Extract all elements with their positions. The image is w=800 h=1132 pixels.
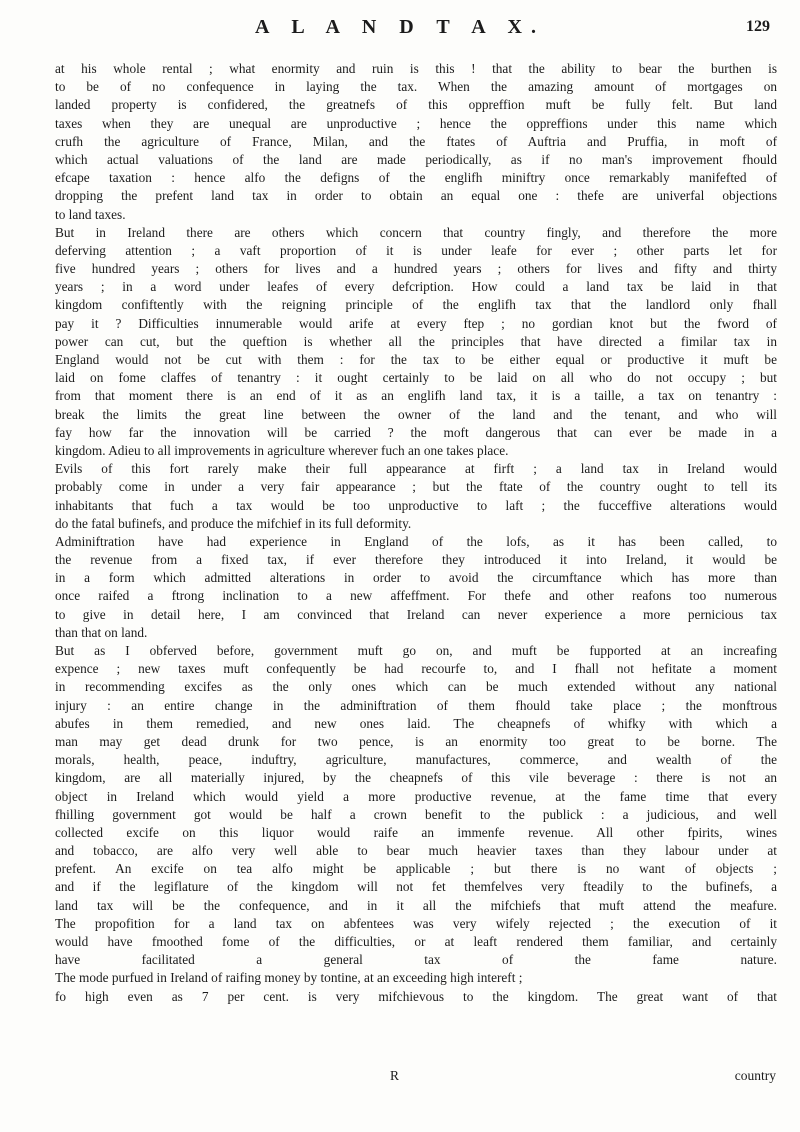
paragraph-start-line: Adminiftration have had experience in England of the lofs, as it has been called, to (55, 533, 777, 549)
page-number: 129 (746, 18, 770, 35)
paragraph-start-line: Evils of this fort rarely make their full appearance at firft ; a land tax in Ireland would (55, 461, 777, 477)
body-text (55, 60, 777, 1024)
text-line: and tobacco, are alfo very well able to bear much heavier taxes than they labour under at (55, 843, 777, 859)
text-line (55, 1006, 777, 1024)
text-line: laid on fome claffes of tenantry : it ought certainly to be laid on all who do not occupy ; but (55, 370, 777, 386)
text-line: The propofition for a land tax on abfentees was very wifely rejected ; the execution of it (55, 915, 777, 931)
text-line: years ; in a word under leafes of every defcription. How could a land tax be laid in that (55, 279, 777, 295)
text-line: do the fatal bufinefs, and produce the mifchief in its full deformity. (55, 515, 412, 531)
text-line: which actual valuations of the land are made periodically, as if no man's improvement fhould (55, 151, 777, 167)
catchword: country (734, 1068, 776, 1083)
text-line: five hundred years ; others for lives and a hundred years ; others for lives and fifty and thirty (55, 261, 777, 277)
text-line: expence ; new taxes muft confequently be had recourfe to, and I fhall not hefitate a moment (55, 661, 777, 677)
paragraph-start-line: But in Ireland there are others which concern that country fingly, and therefore the more (55, 224, 777, 240)
text-line: morals, health, peace, induftry, agriculture, manufactures, commerce, and wealth of the (55, 752, 777, 768)
text-line: kingdom. Adieu to all improvements in agriculture wherever fuch an one takes place. (55, 442, 509, 458)
text-line: pay it ? Difficulties innumerable would arife at every ftep ; no gordian knot but the fword of (55, 315, 777, 331)
text-line: at his whole rental ; what enormity and ruin is this ! that the ability to bear the burthen is (55, 61, 777, 76)
text-line: injury : an entire change in the adminiftration of them fhould take place ; the monftrous (55, 697, 777, 713)
text-line: than that on land. (55, 624, 148, 640)
text-line: from that moment there is an end of it as an englifh land tax, it is a taille, a tax on tenantry : (55, 388, 777, 404)
paragraph-start-line: fo high even as 7 per cent. is very mifchievous to the kingdom. The great want of that (55, 988, 777, 1004)
text-line: England would not be cut with them : for the tax to be either equal or productive it muft be (55, 352, 777, 367)
paragraph-start-line: would have fmoothed fome of the difficulties, or at leaft rendered them familiar, and certainly (55, 934, 777, 949)
text-line: break the limits the great line between the owner of the land and the tenant, and who will (55, 406, 777, 422)
text-line: to land taxes. (55, 206, 126, 222)
text-line: efcape taxation : hence alfo the defigns of the englifh miniftry once remarkably manifefted of (55, 170, 777, 186)
text-line: man may get dead drunk for two pence, is an enormity too great to be borne. The (55, 733, 777, 749)
text-line: taxes when they are unequal are unproductive ; hence the oppreffions under this name which (55, 115, 777, 131)
text-line: probably come in under a very fair appearance ; but the ftate of the country ought to tell its (55, 479, 777, 495)
text-line: fay how far the innovation will be carried ? the moft dangerous that can ever be made in a (55, 424, 777, 440)
paragraph-start-line: But as I obferved before, government muft go on, and muft be fupported at an increafing (55, 643, 777, 658)
text-line: to be of no confequence in laying the tax. When the amazing amount of mortgages on (55, 79, 777, 95)
text-line: the revenue from a fixed tax, if ever therefore they introduced it into Ireland, it would be (55, 552, 777, 568)
text-line: inhabitants that fuch a tax would be too unproductive to laft ; the fucceffive alterations would (55, 497, 777, 513)
text-line: land tax will be the confequence, and in it all the mifchiefs that muft attend the meafure. (55, 897, 777, 913)
signature-mark: R (390, 1068, 400, 1083)
text-line: once raifed a ftrong inclination to a new affeffment. For thefe and other reafons too numerous (55, 588, 777, 604)
text-line: abufes in them remedied, and new ones laid. The cheapnefs of whifky with which a (55, 715, 777, 731)
text-line: dropping the prefent land tax in order to obtain an equal one : thefe are univerfal objections (55, 188, 777, 204)
text-line: and if the legiflature of the kingdom will not fet themfelves very fteadily to the bufinefs, a (55, 879, 777, 895)
text-line: kingdom confiftently with the reigning principle of the englifh tax that the landlord only fhall (55, 297, 777, 313)
text-line: object in Ireland which would yield a more productive revenue, at the fame time that every (55, 788, 777, 804)
running-head (0, 16, 800, 42)
text-line: deferving attention ; a vaft proportion of it is under leafe for ever ; other parts let for (55, 242, 777, 258)
text-line: have facilitated a general tax of the fame nature. (55, 952, 777, 968)
text-line: crufh the agriculture of France, Milan, and the ftates of Auftria and Pruffia, in moft of (55, 133, 777, 149)
text-line: fhilling government got would be half a crown benefit to the publick : a judicious, and well (55, 806, 777, 822)
text-line: in recommending excifes as the only ones which can be much extended without any national (55, 679, 777, 695)
running-title: A L A N D T A X. (255, 16, 545, 38)
page-footer (0, 1068, 800, 1088)
text-line: kingdom, are all materially injured, by the cheapnefs of this vile beverage : there is not an (55, 770, 777, 786)
text-line: The mode purfued in Ireland of raifing money by tontine, at an exceeding high intereft ; (55, 970, 523, 986)
text-line: collected excife on this liquor would raife an immenfe revenue. All other fpirits, wines (55, 824, 777, 840)
text-line: landed property is confidered, the greatnefs of this oppreffion muft be fully felt. But land (55, 97, 777, 113)
text-line: prefent. An excife on tea alfo might be applicable ; but there is no want of objects ; (55, 861, 777, 877)
text-line: to give in detail here, I am convinced that Ireland can never experience a more pernicious tax (55, 606, 777, 622)
text-line: power can cut, but the queftion is whether all the principles that have directed a fimilar tax in (55, 333, 777, 349)
text-line: in a form which admitted alterations in order to avoid the circumftance which has more than (55, 570, 777, 586)
